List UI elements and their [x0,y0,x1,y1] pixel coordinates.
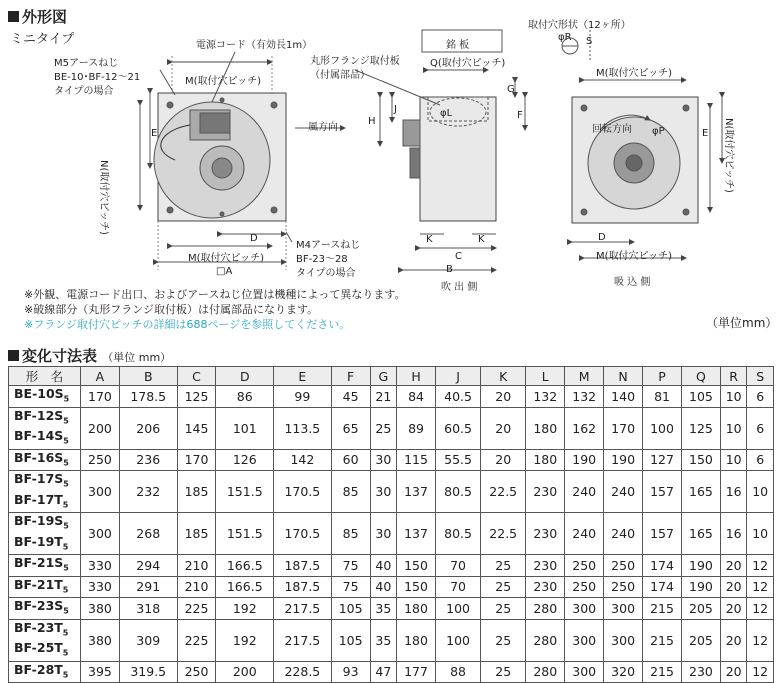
value-cell: 89 [397,407,436,449]
m5-applies2-label: タイプの場合 [54,86,114,97]
model-name: BF-21S [14,555,64,570]
model-name: BF-23T [14,619,63,635]
value-cell: 300 [565,661,604,683]
value-cell: 232 [119,471,177,513]
value-cell: 174 [643,576,682,598]
value-cell: 22.5 [481,471,526,513]
value-cell: 185 [177,513,216,555]
value-cell: 145 [177,407,216,449]
model-name: BF-21T [14,576,63,592]
column-header-n: N [604,367,643,386]
value-cell: 100 [435,619,480,661]
value-cell: 70 [435,576,480,598]
model-suffix: 5 [63,416,69,425]
value-cell: 127 [643,449,682,471]
value-cell: 300 [604,598,643,620]
model-cell [9,661,81,683]
m5-screw-label: M5アースねじ [54,58,119,69]
value-cell: 30 [370,471,396,513]
side-dim-g: G [507,84,515,95]
value-cell: 25 [481,576,526,598]
value-cell: 60 [331,449,370,471]
value-cell: 99 [274,386,332,408]
value-cell: 225 [177,598,216,620]
note-3: ※フランジ取付穴ピッチの詳細は688ページを参照してください。 [24,318,351,331]
model-cell [9,386,81,408]
model-cell [9,513,81,555]
value-cell: 177 [397,661,436,683]
value-cell: 205 [681,619,720,661]
value-cell: 151.5 [216,471,274,513]
value-cell: 12 [747,576,774,598]
table-row [9,449,774,471]
value-cell: 236 [119,449,177,471]
value-cell: 20 [481,407,526,449]
model-suffix: 5 [62,648,69,658]
value-cell: 268 [119,513,177,555]
value-cell: 65 [331,407,370,449]
nameplate-label: 銘 板 [446,40,470,51]
rotation-direction-label: 回転方向 [592,124,632,135]
model-name: BF-17T [14,491,63,507]
value-cell: 165 [681,513,720,555]
value-cell: 185 [177,471,216,513]
column-header-a: A [81,367,120,386]
value-cell: 230 [526,513,565,555]
value-cell: 200 [81,407,120,449]
value-cell: 170 [177,449,216,471]
value-cell: 151.5 [216,513,274,555]
value-cell: 174 [643,555,682,577]
value-cell: 230 [526,576,565,598]
value-cell: 395 [81,661,120,683]
value-cell: 157 [643,513,682,555]
value-cell: 100 [643,407,682,449]
value-cell: 105 [331,598,370,620]
value-cell: 80.5 [435,513,480,555]
model-suffix: 5 [62,500,69,509]
value-cell: 132 [565,386,604,408]
value-cell: 300 [81,471,120,513]
model-suffix: 5 [62,670,69,679]
value-cell: 200 [216,661,274,683]
value-cell: 60.5 [435,407,480,449]
model-cell [9,576,81,598]
inlet-m-pitch-label: M(取付穴ピッチ) [596,68,673,79]
model-name: BF-25T [14,640,63,655]
model-suffix: 5 [63,394,70,404]
value-cell: 192 [216,598,274,620]
value-cell: 6 [747,407,774,449]
value-cell: 180 [397,598,436,620]
value-cell: 6 [747,449,774,471]
column-header-model: 形 名 [9,367,81,386]
model-cell [9,471,81,513]
value-cell: 250 [565,555,604,577]
value-cell: 137 [397,471,436,513]
value-cell: 16 [720,471,746,513]
value-cell: 215 [643,619,682,661]
inlet-m-pitch-bottom-label: M(取付穴ピッチ) [596,251,673,262]
value-cell: 187.5 [274,555,332,577]
value-cell: 25 [481,619,526,661]
side-dim-c: C [455,251,462,262]
value-cell: 240 [604,471,643,513]
value-cell: 125 [681,407,720,449]
value-cell: 20 [720,661,746,683]
value-cell: 6 [747,386,774,408]
value-cell: 12 [747,619,774,661]
value-cell: 25 [370,407,396,449]
value-cell: 178.5 [119,386,177,408]
value-cell: 280 [526,661,565,683]
value-cell: 86 [216,386,274,408]
side-dim-phil: φL [440,108,453,119]
column-header-m: M [565,367,604,386]
column-header-f: F [331,367,370,386]
value-cell: 215 [643,661,682,683]
column-header-h: H [397,367,436,386]
section-outline-title: 外形図 [8,6,67,27]
side-q-pitch-label: Q(取付穴ピッチ) [430,58,506,69]
value-cell: 40 [370,555,396,577]
value-cell: 190 [604,449,643,471]
table-row [9,619,774,661]
m5-applies-label: BE-10･BF-12～21 [54,72,141,83]
value-cell: 170.5 [274,471,332,513]
value-cell: 25 [481,661,526,683]
m4-applies2-label: タイプの場合 [296,268,356,279]
value-cell: 170.5 [274,513,332,555]
model-suffix: 5 [63,606,69,616]
value-cell: 300 [565,598,604,620]
value-cell: 309 [119,619,177,661]
value-cell: 210 [177,576,216,598]
value-cell: 25 [481,555,526,577]
value-cell: 140 [604,386,643,408]
model-suffix: 5 [63,563,69,573]
value-cell: 250 [565,576,604,598]
model-name: BF-28T [14,661,63,677]
value-cell: 250 [81,449,120,471]
table-body [9,386,774,683]
table-row [9,386,774,408]
model-suffix: 5 [63,479,69,489]
model-suffix: 5 [63,521,69,531]
value-cell: 166.5 [216,576,274,598]
value-cell: 217.5 [274,619,332,661]
value-cell: 380 [81,619,120,661]
model-suffix: 5 [62,542,69,551]
value-cell: 206 [119,407,177,449]
value-cell: 105 [331,619,370,661]
wind-direction-label: 風方向 [308,122,338,133]
model-cell [9,407,81,449]
model-suffix: 5 [62,585,69,594]
model-name: BF-14S [14,428,64,443]
value-cell: 25 [481,598,526,620]
dimension-table [8,366,774,683]
section-dimension-title: 変化寸法表 （単位 mm） [8,345,171,366]
value-cell: 10 [720,407,746,449]
value-cell: 190 [681,555,720,577]
unit-note: （単位mm） [706,316,778,330]
value-cell: 125 [177,386,216,408]
column-header-l: L [526,367,565,386]
value-cell: 330 [81,576,120,598]
value-cell: 165 [681,471,720,513]
side-dim-b: B [446,264,453,275]
value-cell: 250 [177,661,216,683]
model-suffix: 5 [62,628,69,637]
model-cell [9,598,81,620]
m4-screw-label: M4アースねじ [296,240,361,251]
value-cell: 205 [681,598,720,620]
value-cell: 20 [720,576,746,598]
value-cell: 20 [481,449,526,471]
model-name: BF-23S [14,598,64,613]
column-header-c: C [177,367,216,386]
value-cell: 20 [720,555,746,577]
value-cell: 240 [565,471,604,513]
hole-dim-phir: φR [558,32,572,43]
value-cell: 22.5 [481,513,526,555]
column-header-d: D [216,367,274,386]
table-row [9,661,774,683]
model-suffix: 5 [63,458,69,467]
value-cell: 35 [370,619,396,661]
value-cell: 166.5 [216,555,274,577]
column-header-b: B [119,367,177,386]
value-cell: 192 [216,619,274,661]
column-header-q: Q [681,367,720,386]
value-cell: 10 [747,471,774,513]
model-suffix: 5 [63,436,69,446]
column-header-p: P [643,367,682,386]
value-cell: 150 [681,449,720,471]
value-cell: 230 [526,555,565,577]
value-cell: 217.5 [274,598,332,620]
model-cell [9,449,81,471]
value-cell: 70 [435,555,480,577]
value-cell: 113.5 [274,407,332,449]
table-row [9,576,774,598]
value-cell: 150 [397,555,436,577]
value-cell: 105 [681,386,720,408]
front-dim-d: D [250,233,258,244]
table-row [9,598,774,620]
value-cell: 10 [720,449,746,471]
value-cell: 16 [720,513,746,555]
value-cell: 225 [177,619,216,661]
value-cell: 190 [565,449,604,471]
value-cell: 45 [331,386,370,408]
value-cell: 187.5 [274,576,332,598]
inlet-side-label: 吸 込 側 [614,277,651,288]
value-cell: 101 [216,407,274,449]
model-name: BF-19S [14,513,64,528]
value-cell: 170 [604,407,643,449]
value-cell: 250 [604,576,643,598]
value-cell: 12 [747,555,774,577]
value-cell: 30 [370,449,396,471]
value-cell: 40.5 [435,386,480,408]
table-row [9,471,774,513]
value-cell: 300 [81,513,120,555]
section-outline-subtitle: ミニタイプ [10,32,75,47]
value-cell: 280 [526,619,565,661]
front-square-a-label: □A [216,266,233,277]
section-dimension-unit: （単位 mm） [102,351,172,364]
value-cell: 93 [331,661,370,683]
side-dim-j: J [394,104,397,115]
value-cell: 85 [331,513,370,555]
model-name: BF-12S [14,407,64,423]
column-header-s: S [747,367,774,386]
value-cell: 330 [81,555,120,577]
power-cord-label: 電源コード（有効長1m） [196,40,313,51]
value-cell: 250 [604,555,643,577]
table-header-row [9,367,774,386]
table-row [9,513,774,555]
value-cell: 10 [720,386,746,408]
value-cell: 150 [397,576,436,598]
value-cell: 320 [604,661,643,683]
outlet-side-label: 吹 出 側 [441,282,478,293]
value-cell: 55.5 [435,449,480,471]
inlet-dim-e: E [702,128,709,139]
value-cell: 170 [81,386,120,408]
value-cell: 240 [565,513,604,555]
value-cell: 294 [119,555,177,577]
front-m-pitch-label: M(取付穴ピッチ) [185,76,262,87]
value-cell: 180 [526,449,565,471]
side-dim-k-left: K [426,234,433,245]
value-cell: 180 [526,407,565,449]
note-2: ※破線部分（丸形フランジ取付板）は付属部品になります。 [24,303,319,316]
value-cell: 85 [331,471,370,513]
table-row [9,555,774,577]
value-cell: 137 [397,513,436,555]
value-cell: 20 [720,619,746,661]
front-n-pitch-label: N(取付穴ピッチ) [98,160,109,235]
inlet-n-pitch-label: N(取付穴ピッチ) [723,118,734,193]
value-cell: 21 [370,386,396,408]
model-name: BE-10S [14,386,64,401]
value-cell: 180 [397,619,436,661]
value-cell: 230 [681,661,720,683]
value-cell: 380 [81,598,120,620]
value-cell: 35 [370,598,396,620]
column-header-j: J [435,367,480,386]
value-cell: 300 [604,619,643,661]
model-cell [9,555,81,577]
model-name: BF-17S [14,471,64,486]
value-cell: 210 [177,555,216,577]
value-cell: 100 [435,598,480,620]
front-dim-e: E [151,128,158,139]
value-cell: 132 [526,386,565,408]
column-header-k: K [481,367,526,386]
value-cell: 10 [747,513,774,555]
value-cell: 157 [643,471,682,513]
value-cell: 162 [565,407,604,449]
m4-applies-label: BF-23～28 [296,254,348,265]
value-cell: 30 [370,513,396,555]
inlet-dim-phip: φP [652,126,665,137]
value-cell: 190 [681,576,720,598]
value-cell: 20 [720,598,746,620]
column-header-e: E [274,367,332,386]
value-cell: 40 [370,576,396,598]
value-cell: 291 [119,576,177,598]
value-cell: 240 [604,513,643,555]
value-cell: 88 [435,661,480,683]
value-cell: 215 [643,598,682,620]
column-header-r: R [720,367,746,386]
side-dim-h: H [368,116,376,127]
hole-shape-label: 取付穴形状（12ヶ所） [528,20,631,31]
value-cell: 300 [565,619,604,661]
value-cell: 318 [119,598,177,620]
side-dim-f: F [517,110,523,121]
value-cell: 280 [526,598,565,620]
model-name: BF-16S [14,449,64,465]
value-cell: 75 [331,555,370,577]
value-cell: 47 [370,661,396,683]
accessory-label: （付属部品） [310,70,370,81]
hole-dim-s: S [586,36,593,47]
value-cell: 80.5 [435,471,480,513]
value-cell: 142 [274,449,332,471]
column-header-g: G [370,367,396,386]
value-cell: 84 [397,386,436,408]
value-cell: 126 [216,449,274,471]
table-row [9,407,774,449]
side-dim-k-right: K [478,234,485,245]
model-cell [9,619,81,661]
value-cell: 319.5 [119,661,177,683]
value-cell: 75 [331,576,370,598]
value-cell: 81 [643,386,682,408]
front-m-pitch-bottom-label: M(取付穴ピッチ) [188,253,265,264]
value-cell: 228.5 [274,661,332,683]
note-1: ※外観、電源コード出口、およびアースねじ位置は機種によって異なります。 [24,288,406,301]
value-cell: 12 [747,598,774,620]
model-name: BF-19T [14,533,63,549]
value-cell: 20 [481,386,526,408]
value-cell: 12 [747,661,774,683]
inlet-dim-d: D [598,232,606,243]
value-cell: 230 [526,471,565,513]
round-flange-label: 丸形フランジ取付板 [310,56,400,67]
value-cell: 115 [397,449,436,471]
